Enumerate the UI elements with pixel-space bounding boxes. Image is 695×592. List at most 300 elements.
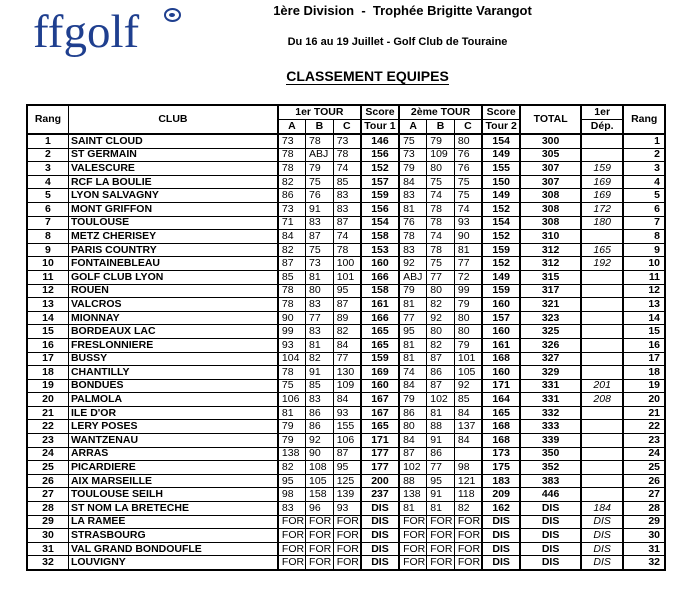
cell-first-dep: [581, 406, 624, 420]
cell-club-name: STRASBOURG: [68, 529, 277, 543]
cell-t1-a: 79: [278, 434, 306, 448]
cell-t1-a: FOR: [278, 529, 306, 543]
cell-rank: 16: [27, 338, 68, 352]
cell-t1-b: 73: [306, 257, 334, 271]
cell-first-dep: [581, 325, 624, 339]
cell-t1-b: 78: [306, 134, 334, 148]
cell-t1-b: 158: [306, 488, 334, 502]
cell-t2-b: 92: [427, 311, 455, 325]
cell-t2-a: 138: [399, 488, 427, 502]
cell-score-tour2: 168: [482, 420, 520, 434]
cell-rank-right: 30: [623, 529, 665, 543]
cell-score-tour2: 164: [482, 393, 520, 407]
cell-t1-c: 83: [333, 189, 361, 203]
cell-t2-b: 75: [427, 257, 455, 271]
header-total: TOTAL: [520, 105, 581, 134]
cell-rank: 4: [27, 175, 68, 189]
cell-t2-a: 81: [399, 202, 427, 216]
cell-t1-b: 86: [306, 420, 334, 434]
cell-score-tour1: 152: [361, 162, 399, 176]
cell-score-tour2: 159: [482, 284, 520, 298]
cell-score-tour1: 154: [361, 216, 399, 230]
cell-total: DIS: [520, 529, 581, 543]
cell-t1-c: 95: [333, 461, 361, 475]
header-tour2: 2ème TOUR: [399, 105, 482, 120]
cell-t2-b: 86: [427, 366, 455, 380]
table-row: [27, 515, 665, 529]
table-row: [27, 406, 665, 420]
cell-t2-c: 99: [454, 284, 482, 298]
cell-score-tour1: 158: [361, 230, 399, 244]
header-b1: B: [306, 120, 334, 135]
cell-t2-b: 87: [427, 379, 455, 393]
cell-t1-a: 78: [278, 284, 306, 298]
cell-total: 352: [520, 461, 581, 475]
cell-t2-a: 76: [399, 216, 427, 230]
cell-rank-right: 20: [623, 393, 665, 407]
cell-t2-b: FOR: [427, 542, 455, 556]
cell-first-dep: DIS: [581, 529, 624, 543]
cell-score-tour2: 152: [482, 257, 520, 271]
cell-t1-c: 85: [333, 175, 361, 189]
cell-total: 305: [520, 148, 581, 162]
cell-t1-c: 74: [333, 230, 361, 244]
cell-rank: 14: [27, 311, 68, 325]
cell-score-tour2: 149: [482, 189, 520, 203]
cell-first-dep: [581, 461, 624, 475]
cell-t2-b: 86: [427, 447, 455, 461]
cell-t2-b: 109: [427, 148, 455, 162]
header-score-tour1-line2: Tour 1: [361, 120, 399, 135]
cell-rank: 15: [27, 325, 68, 339]
cell-score-tour2: DIS: [482, 556, 520, 570]
cell-t2-b: 80: [427, 162, 455, 176]
table-row: [27, 162, 665, 176]
cell-t1-c: 93: [333, 502, 361, 516]
cell-t2-c: FOR: [454, 515, 482, 529]
table-row: [27, 148, 665, 162]
cell-t1-c: 82: [333, 325, 361, 339]
cell-t1-a: 73: [278, 202, 306, 216]
cell-t2-c: 74: [454, 202, 482, 216]
cell-t2-a: 83: [399, 243, 427, 257]
cell-t1-c: 93: [333, 406, 361, 420]
cell-rank-right: 5: [623, 189, 665, 203]
table-row: [27, 311, 665, 325]
cell-t2-b: 80: [427, 284, 455, 298]
cell-first-dep: [581, 447, 624, 461]
cell-t1-a: 87: [278, 257, 306, 271]
header-score-tour2-line2: Tour 2: [482, 120, 520, 135]
cell-t1-c: 78: [333, 148, 361, 162]
cell-score-tour1: 166: [361, 311, 399, 325]
cell-t2-c: 75: [454, 175, 482, 189]
cell-score-tour1: 158: [361, 284, 399, 298]
cell-score-tour1: 156: [361, 202, 399, 216]
cell-club-name: PARIS COUNTRY: [68, 243, 277, 257]
cell-total: 339: [520, 434, 581, 448]
cell-first-dep: [581, 474, 624, 488]
cell-t1-a: 99: [278, 325, 306, 339]
cell-t2-b: 74: [427, 189, 455, 203]
cell-t1-a: 79: [278, 420, 306, 434]
table-row: [27, 393, 665, 407]
cell-t1-a: 93: [278, 338, 306, 352]
cell-rank: 1: [27, 134, 68, 148]
cell-t2-c: FOR: [454, 542, 482, 556]
cell-score-tour1: 157: [361, 175, 399, 189]
cell-club-name: RCF LA BOULIE: [68, 175, 277, 189]
cell-t2-c: FOR: [454, 556, 482, 570]
cell-t1-c: 83: [333, 202, 361, 216]
table-row: [27, 216, 665, 230]
cell-t1-b: 92: [306, 434, 334, 448]
cell-t2-a: 81: [399, 352, 427, 366]
cell-club-name: ST GERMAIN: [68, 148, 277, 162]
cell-t2-b: FOR: [427, 556, 455, 570]
cell-t2-a: 81: [399, 298, 427, 312]
cell-t2-c: 82: [454, 502, 482, 516]
cell-club-name: ROUEN: [68, 284, 277, 298]
cell-rank: 21: [27, 406, 68, 420]
cell-score-tour1: DIS: [361, 515, 399, 529]
cell-t2-a: 88: [399, 474, 427, 488]
cell-score-tour2: 160: [482, 325, 520, 339]
cell-t1-c: 101: [333, 270, 361, 284]
cell-first-dep: 184: [581, 502, 624, 516]
cell-first-dep: 172: [581, 202, 624, 216]
cell-total: 329: [520, 366, 581, 380]
table-row: [27, 352, 665, 366]
cell-t1-a: 82: [278, 243, 306, 257]
cell-rank: 30: [27, 529, 68, 543]
table-row: [27, 529, 665, 543]
cell-t2-c: 80: [454, 134, 482, 148]
cell-rank: 13: [27, 298, 68, 312]
cell-rank-right: 11: [623, 270, 665, 284]
cell-first-dep: 201: [581, 379, 624, 393]
table-row: [27, 175, 665, 189]
header-rang: Rang: [27, 105, 68, 134]
cell-t2-b: 102: [427, 393, 455, 407]
table-row: [27, 502, 665, 516]
table-row: [27, 189, 665, 203]
header-dep-line2: Dép.: [581, 120, 624, 135]
cell-rank-right: 21: [623, 406, 665, 420]
cell-club-name: MONT GRIFFON: [68, 202, 277, 216]
cell-score-tour1: 160: [361, 257, 399, 271]
cell-t1-a: 81: [278, 406, 306, 420]
cell-rank: 20: [27, 393, 68, 407]
cell-first-dep: 165: [581, 243, 624, 257]
cell-total: 307: [520, 175, 581, 189]
cell-rank: 5: [27, 189, 68, 203]
cell-total: 350: [520, 447, 581, 461]
cell-t1-b: 91: [306, 366, 334, 380]
cell-total: 325: [520, 325, 581, 339]
cell-t1-a: 85: [278, 270, 306, 284]
table-row: [27, 542, 665, 556]
cell-t2-a: 102: [399, 461, 427, 475]
cell-rank: 10: [27, 257, 68, 271]
cell-t2-c: 72: [454, 270, 482, 284]
header-b2: B: [427, 120, 455, 135]
cell-t2-c: 98: [454, 461, 482, 475]
cell-club-name: MIONNAY: [68, 311, 277, 325]
cell-club-name: GOLF CLUB LYON: [68, 270, 277, 284]
cell-t1-b: 80: [306, 284, 334, 298]
cell-score-tour2: 149: [482, 270, 520, 284]
header-club: CLUB: [68, 105, 277, 134]
cell-t1-b: 75: [306, 243, 334, 257]
cell-rank-right: 18: [623, 366, 665, 380]
cell-first-dep: [581, 134, 624, 148]
cell-t1-c: 109: [333, 379, 361, 393]
header-rang-right: Rang: [623, 105, 665, 134]
cell-rank: 29: [27, 515, 68, 529]
cell-total: 323: [520, 311, 581, 325]
cell-rank-right: 27: [623, 488, 665, 502]
cell-first-dep: DIS: [581, 515, 624, 529]
cell-total: DIS: [520, 542, 581, 556]
cell-t2-a: 74: [399, 366, 427, 380]
cell-t1-b: 83: [306, 216, 334, 230]
cell-t2-b: 87: [427, 352, 455, 366]
cell-t2-b: 95: [427, 474, 455, 488]
cell-first-dep: [581, 338, 624, 352]
cell-club-name: METZ CHERISEY: [68, 230, 277, 244]
classement-heading: [0, 68, 695, 84]
cell-club-name: LERY POSES: [68, 420, 277, 434]
cell-rank: 22: [27, 420, 68, 434]
cell-t2-a: 84: [399, 434, 427, 448]
cell-t2-c: 79: [454, 338, 482, 352]
table-row: [27, 134, 665, 148]
cell-total: 315: [520, 270, 581, 284]
table-row: [27, 257, 665, 271]
cell-first-dep: [581, 298, 624, 312]
cell-t2-c: 81: [454, 243, 482, 257]
cell-t1-c: 87: [333, 447, 361, 461]
cell-t2-a: FOR: [399, 542, 427, 556]
cell-t1-b: 96: [306, 502, 334, 516]
cell-t2-a: 79: [399, 284, 427, 298]
cell-t1-c: 95: [333, 284, 361, 298]
cell-t1-c: 155: [333, 420, 361, 434]
cell-t1-c: 100: [333, 257, 361, 271]
cell-total: 300: [520, 134, 581, 148]
cell-club-name: ILE D'OR: [68, 406, 277, 420]
cell-rank: 32: [27, 556, 68, 570]
cell-rank: 6: [27, 202, 68, 216]
cell-total: 331: [520, 393, 581, 407]
cell-t2-b: 81: [427, 502, 455, 516]
cell-t2-c: 84: [454, 406, 482, 420]
cell-rank: 25: [27, 461, 68, 475]
cell-rank-right: 16: [623, 338, 665, 352]
cell-first-dep: [581, 352, 624, 366]
cell-first-dep: [581, 434, 624, 448]
cell-t2-a: 95: [399, 325, 427, 339]
cell-t2-b: 78: [427, 216, 455, 230]
cell-rank: 24: [27, 447, 68, 461]
cell-score-tour1: 177: [361, 461, 399, 475]
cell-rank-right: 3: [623, 162, 665, 176]
cell-score-tour2: 154: [482, 216, 520, 230]
cell-t1-c: FOR: [333, 542, 361, 556]
cell-total: 333: [520, 420, 581, 434]
cell-t2-a: 79: [399, 393, 427, 407]
cell-t1-a: 86: [278, 189, 306, 203]
cell-t1-a: FOR: [278, 556, 306, 570]
cell-t2-c: 101: [454, 352, 482, 366]
cell-rank-right: 25: [623, 461, 665, 475]
header-dep-line1: 1er: [581, 105, 624, 120]
cell-t1-a: 90: [278, 311, 306, 325]
cell-t1-b: FOR: [306, 542, 334, 556]
cell-t2-a: 83: [399, 189, 427, 203]
cell-rank-right: 29: [623, 515, 665, 529]
cell-t1-a: 82: [278, 461, 306, 475]
cell-score-tour2: 168: [482, 352, 520, 366]
cell-t2-a: 81: [399, 338, 427, 352]
cell-t2-b: 78: [427, 243, 455, 257]
cell-rank-right: 13: [623, 298, 665, 312]
cell-first-dep: 208: [581, 393, 624, 407]
cell-score-tour1: DIS: [361, 529, 399, 543]
cell-score-tour2: 152: [482, 202, 520, 216]
cell-total: DIS: [520, 515, 581, 529]
cell-first-dep: [581, 148, 624, 162]
cell-total: 308: [520, 216, 581, 230]
cell-first-dep: [581, 420, 624, 434]
cell-first-dep: 159: [581, 162, 624, 176]
cell-t1-b: FOR: [306, 529, 334, 543]
cell-t1-b: 83: [306, 393, 334, 407]
cell-t2-a: 75: [399, 134, 427, 148]
cell-t1-a: 82: [278, 175, 306, 189]
cell-t1-c: 74: [333, 162, 361, 176]
cell-t2-c: 85: [454, 393, 482, 407]
cell-t2-b: 75: [427, 175, 455, 189]
cell-t2-c: 76: [454, 162, 482, 176]
cell-t2-b: 82: [427, 338, 455, 352]
cell-t2-c: 79: [454, 298, 482, 312]
cell-t2-a: 79: [399, 162, 427, 176]
cell-club-name: LOUVIGNY: [68, 556, 277, 570]
cell-first-dep: [581, 311, 624, 325]
cell-t2-b: 82: [427, 298, 455, 312]
cell-first-dep: 169: [581, 189, 624, 203]
cell-t1-b: 90: [306, 447, 334, 461]
cell-t1-b: 105: [306, 474, 334, 488]
cell-rank-right: 26: [623, 474, 665, 488]
cell-rank-right: 15: [623, 325, 665, 339]
cell-score-tour1: 237: [361, 488, 399, 502]
cell-rank-right: 12: [623, 284, 665, 298]
cell-t1-a: 75: [278, 379, 306, 393]
cell-t2-a: FOR: [399, 556, 427, 570]
standings-table: [26, 104, 666, 571]
cell-club-name: ARRAS: [68, 447, 277, 461]
cell-t1-b: 87: [306, 230, 334, 244]
cell-score-tour2: 165: [482, 406, 520, 420]
cell-club-name: SAINT CLOUD: [68, 134, 277, 148]
cell-t2-b: 78: [427, 202, 455, 216]
cell-score-tour1: 167: [361, 406, 399, 420]
cell-t2-b: 88: [427, 420, 455, 434]
cell-t2-b: 74: [427, 230, 455, 244]
cell-rank-right: 4: [623, 175, 665, 189]
page-title: 1ère Division - Trophée Brigitte Varangot: [273, 3, 532, 18]
cell-t1-a: FOR: [278, 542, 306, 556]
cell-t1-a: 95: [278, 474, 306, 488]
cell-score-tour1: 171: [361, 434, 399, 448]
cell-first-dep: 180: [581, 216, 624, 230]
cell-rank-right: 24: [623, 447, 665, 461]
cell-score-tour2: 171: [482, 379, 520, 393]
cell-first-dep: 169: [581, 175, 624, 189]
cell-club-name: PICARDIERE: [68, 461, 277, 475]
cell-score-tour1: 146: [361, 134, 399, 148]
cell-rank: 11: [27, 270, 68, 284]
cell-t1-a: 84: [278, 230, 306, 244]
cell-t2-c: 75: [454, 189, 482, 203]
cell-first-dep: DIS: [581, 556, 624, 570]
cell-t1-c: 84: [333, 338, 361, 352]
cell-t1-b: 81: [306, 338, 334, 352]
cell-t1-a: 71: [278, 216, 306, 230]
cell-score-tour2: 168: [482, 434, 520, 448]
cell-rank-right: 19: [623, 379, 665, 393]
cell-club-name: BUSSY: [68, 352, 277, 366]
cell-total: 332: [520, 406, 581, 420]
cell-club-name: CHANTILLY: [68, 366, 277, 380]
cell-club-name: VALESCURE: [68, 162, 277, 176]
classement-heading-text: CLASSEMENT EQUIPES: [286, 68, 449, 84]
cell-score-tour1: 156: [361, 148, 399, 162]
cell-t1-b: 108: [306, 461, 334, 475]
cell-first-dep: DIS: [581, 542, 624, 556]
cell-score-tour2: 162: [482, 502, 520, 516]
cell-score-tour2: DIS: [482, 515, 520, 529]
cell-t1-a: 78: [278, 162, 306, 176]
cell-t1-b: 86: [306, 406, 334, 420]
cell-total: 446: [520, 488, 581, 502]
cell-score-tour1: 166: [361, 270, 399, 284]
table-row: [27, 461, 665, 475]
cell-rank-right: 28: [623, 502, 665, 516]
cell-score-tour2: 161: [482, 338, 520, 352]
cell-t2-c: 118: [454, 488, 482, 502]
page-subtitle: Du 16 au 19 Juillet - Golf Club de Touraine: [287, 36, 508, 48]
cell-score-tour1: DIS: [361, 502, 399, 516]
cell-t1-c: 73: [333, 134, 361, 148]
cell-score-tour2: 157: [482, 311, 520, 325]
cell-club-name: BORDEAUX LAC: [68, 325, 277, 339]
cell-rank: 26: [27, 474, 68, 488]
cell-total: DIS: [520, 502, 581, 516]
cell-t2-c: 93: [454, 216, 482, 230]
table-row: [27, 488, 665, 502]
cell-t2-b: 77: [427, 270, 455, 284]
cell-t2-c: 137: [454, 420, 482, 434]
cell-total: 308: [520, 202, 581, 216]
table-row: [27, 338, 665, 352]
cell-score-tour2: 149: [482, 148, 520, 162]
cell-t2-a: 86: [399, 406, 427, 420]
cell-t2-a: 87: [399, 447, 427, 461]
